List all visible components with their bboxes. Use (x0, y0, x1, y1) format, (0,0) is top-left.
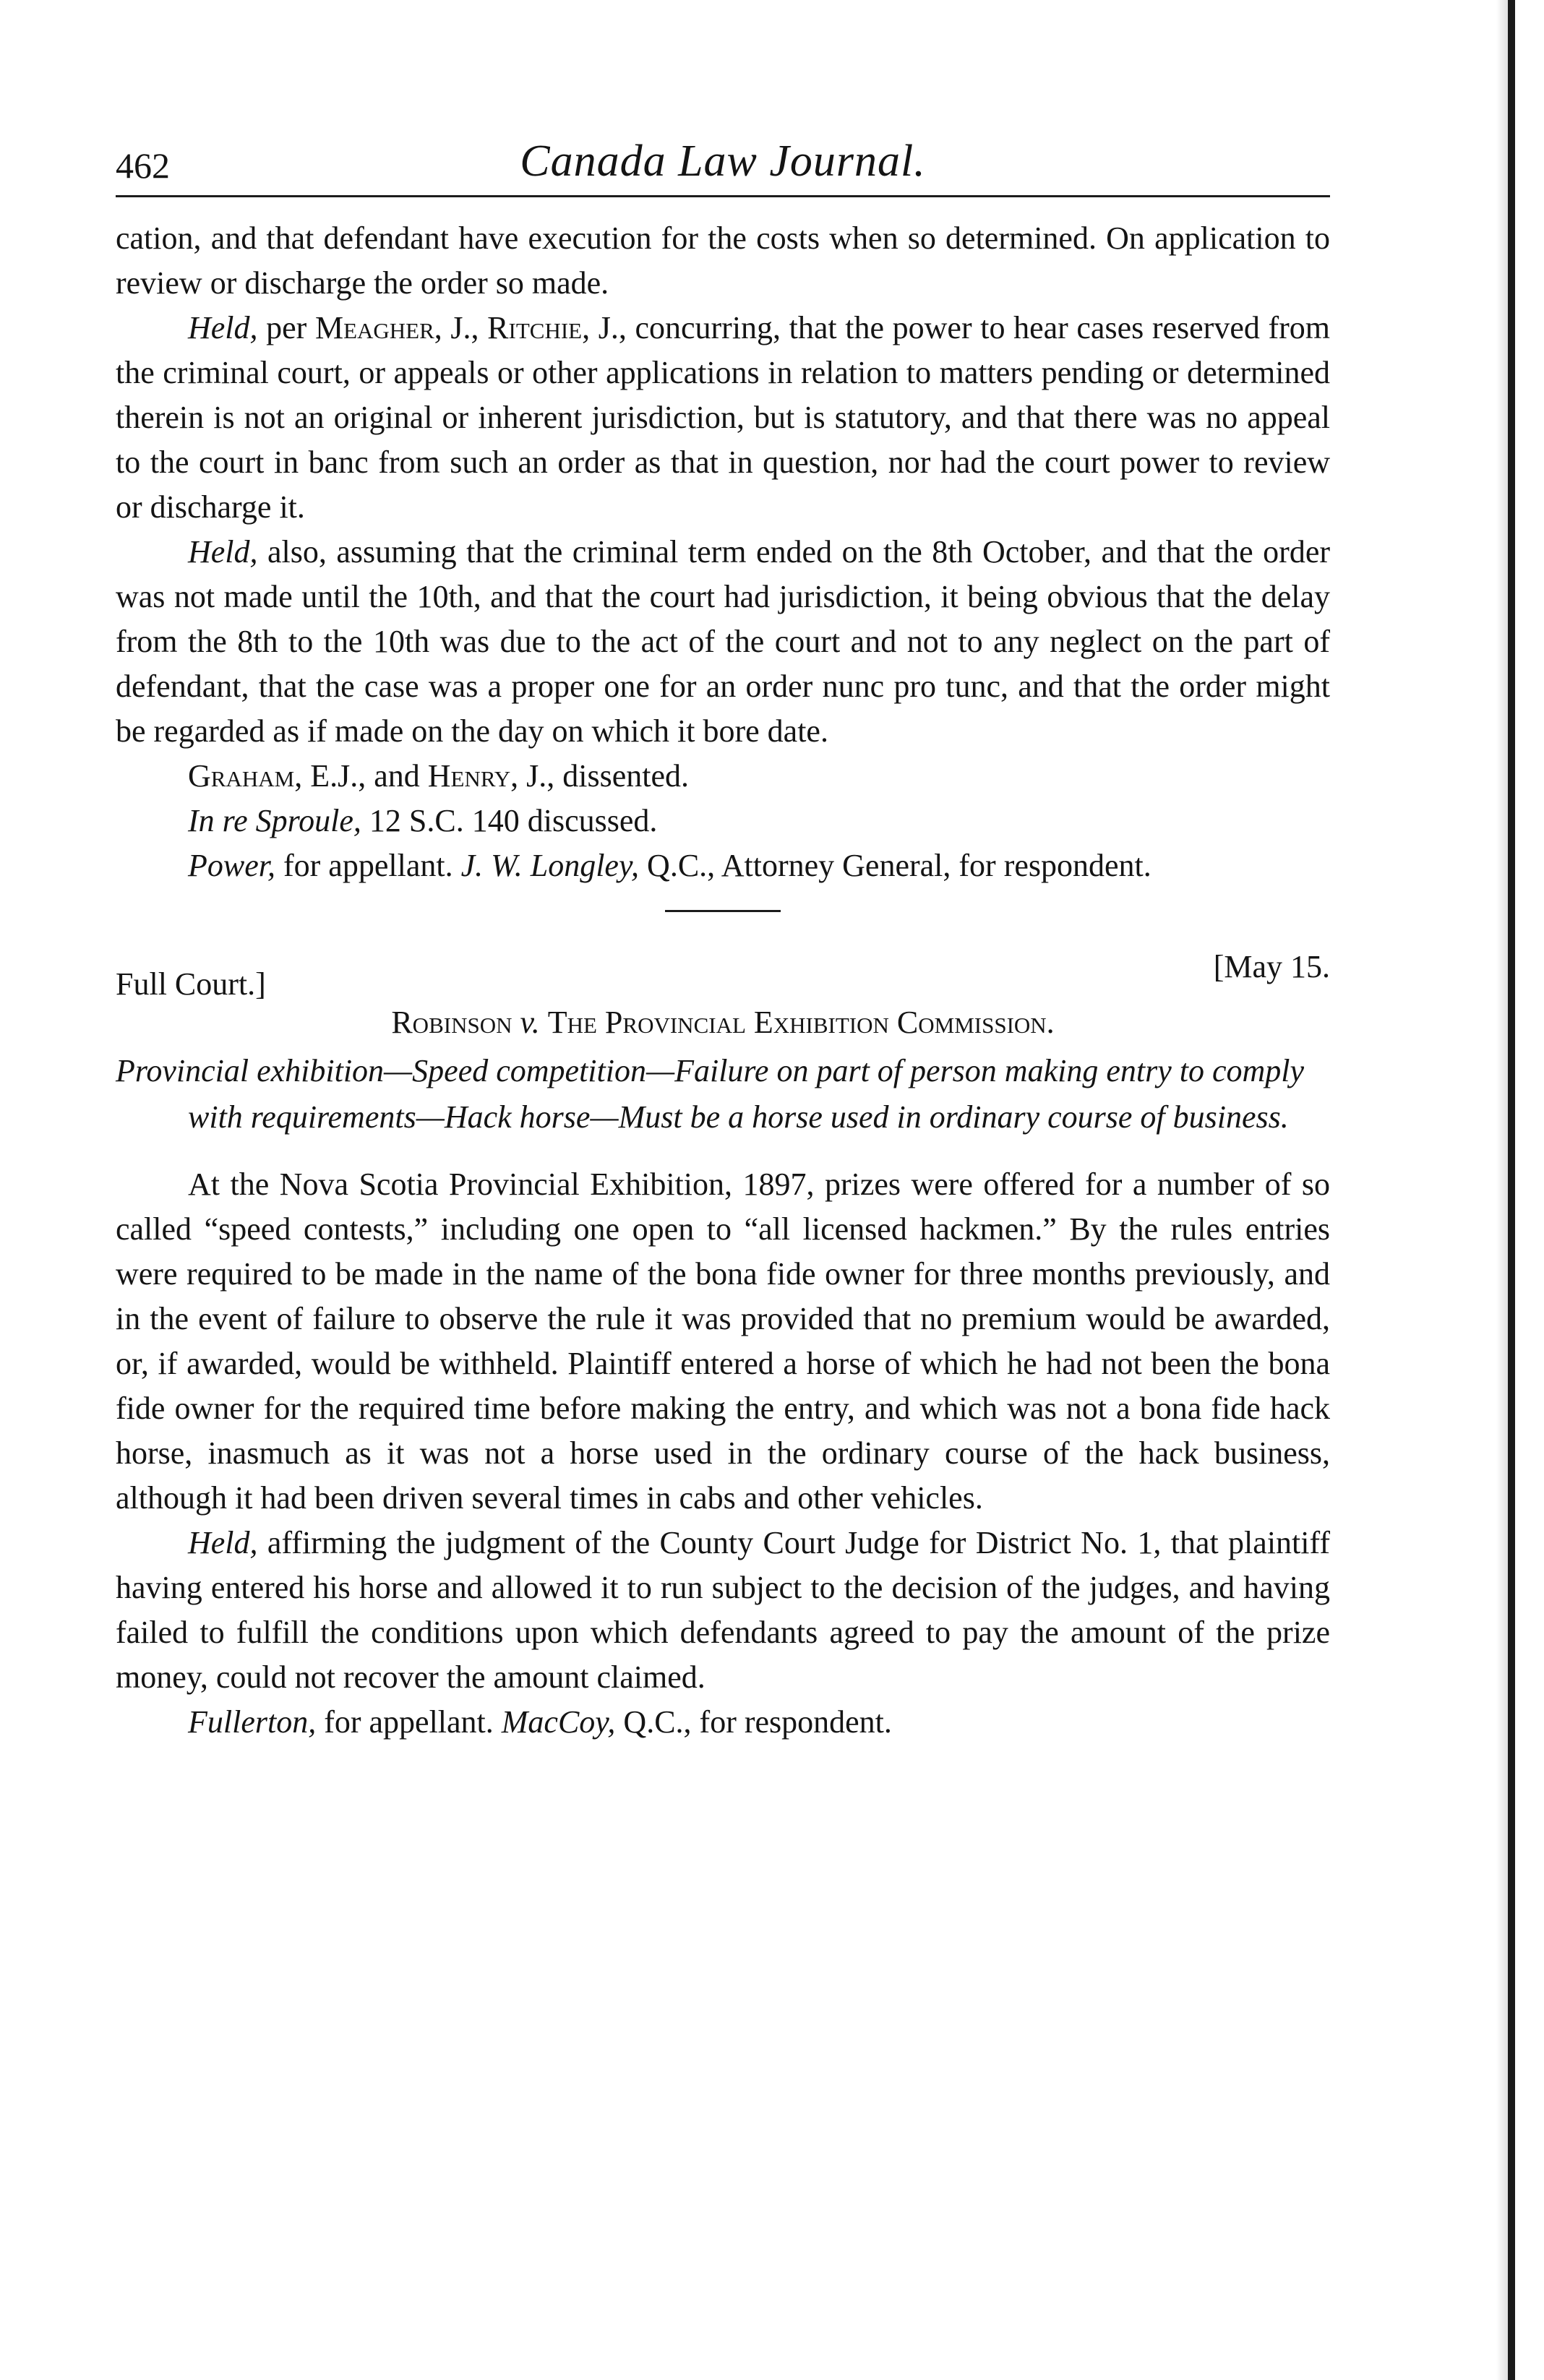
book-spine-edge (1508, 0, 1515, 2380)
section-divider (665, 910, 781, 912)
case-report-2 (116, 948, 1330, 1745)
held-label: Held, (188, 310, 258, 345)
counsel-name: Power, (188, 848, 275, 883)
judge-name: Meagher (314, 310, 434, 345)
judge-name: Henry (427, 758, 511, 794)
page-header (116, 108, 1330, 195)
case-title: Robinson v. The Provincial Exhibition Commission. (391, 1005, 1055, 1040)
counsel-name: MacCoy, (501, 1704, 616, 1740)
held-label: Held, (188, 534, 258, 570)
running-title: Canada Law Journal. (520, 137, 926, 186)
case-report-1 (116, 216, 1330, 888)
defendant-name: The Provincial Exhibition Commission. (547, 1005, 1055, 1040)
counsel-name: J. W. Longley, (460, 848, 640, 883)
judge-name: Graham (188, 758, 295, 794)
journal-page (116, 108, 1330, 1745)
cited-case: In re Sproule, (188, 803, 361, 838)
case1-held-paragraph: Held, per Meagher, J., Ritchie, J., concurring, that the power to hear cases reserved from the criminal court, or appeals or other applications in relation to matters pending or determined therein is not an original or inherent jurisdiction, but is statutory, and that there was no appeal to the court in banc from such an order as that in question, nor had the court power to review or discharge it. (116, 310, 1331, 525)
judge-name: Ritchie (487, 310, 583, 345)
case2-facts-paragraph: At the Nova Scotia Provincial Exhibition, 1897, prizes were offered for a number of so called “speed contests,” including one open to “all licensed hackmen.” By the rules entries were required to be made in the name of the bona fide owner for three months previously, and in the event of failure to observe the rule it was provided that no premium would be awarded, or, if awarded, would be withheld. Plaintiff entered a horse of which he had not been the bona fide owner for the required time before making the entry, and which was not a bona fide hack horse, inasmuch as it was not a horse used in the ordinary course of the hack business, although it had been driven several times in cabs and other vehicles. (116, 1167, 1330, 1516)
case2-counsel-paragraph: Fullerton, for appellant. MacCoy, Q.C., for respondent. (188, 1704, 892, 1740)
court-label: Full Court.] (116, 966, 266, 1002)
header-rule (116, 195, 1330, 197)
page-gutter-shadow (1496, 0, 1508, 2380)
case1-held-also-paragraph: Held, also, assuming that the criminal term ended on the 8th October, and that the order was not made until the 10th, and that the court had jurisdiction, it being obvious that the delay from the 8th to the 10th was due to the act of the court and not to any neglect on the part of defendant, that the case was a proper one for an order nunc pro tunc, and that the order might be regarded as if made on the day on which it bore date. (116, 534, 1330, 749)
held-label: Held, (188, 1525, 258, 1560)
case1-paragraph-1: cation, and that defendant have execution for the costs when so determined. On application to review or discharge the order so made. (116, 220, 1330, 301)
plaintiff-name: Robinson (391, 1005, 512, 1040)
case1-counsel-paragraph: Power, for appellant. J. W. Longley, Q.C., Attorney General, for respondent. (188, 848, 1151, 883)
court-date-line (116, 948, 1330, 1000)
decision-date: [May 15. (1213, 949, 1330, 984)
counsel-name: Fullerton, (188, 1704, 317, 1740)
case2-held-paragraph: Held, affirming the judgment of the County Court Judge for District No. 1, that plaintiff having entered his horse and allowed it to run subject to the decision of the judges, and having failed to fulfill the conditions upon which defendants agreed to pay the amount of the prize money, could not recover the amount claimed. (116, 1525, 1330, 1695)
case-headnote: Provincial exhibition—Speed competition—Failure on part of person making entry to comply with requirements—Hack horse—Must be a horse used in ordinary course of business. (116, 1053, 1305, 1135)
case1-citation-paragraph: In re Sproule, 12 S.C. 140 discussed. (188, 803, 658, 838)
page-number: 462 (116, 145, 170, 186)
case1-dissent-paragraph: Graham, E.J., and Henry, J., dissented. (188, 758, 690, 794)
